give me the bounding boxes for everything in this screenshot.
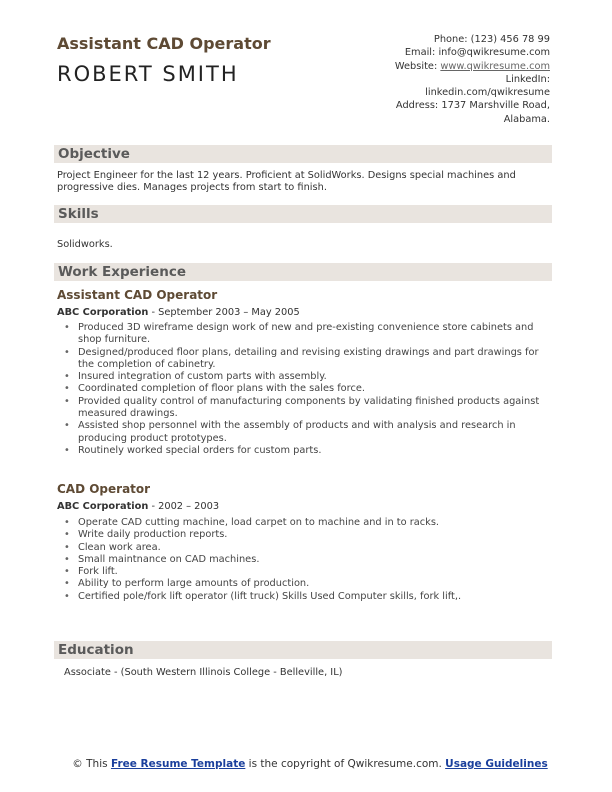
list-item: • Clean work area. <box>64 542 544 554</box>
contact-linkedin-label: LinkedIn: <box>505 73 550 85</box>
job-2-bullets <box>64 517 544 603</box>
job-2-meta <box>57 501 219 512</box>
job-1-company: ABC Corporation <box>57 307 149 318</box>
free-resume-template-link[interactable]: Free Resume Template <box>110 758 246 770</box>
job-1-bullets <box>64 322 544 457</box>
footer-middle: is the copyright of Qwikresume.com. <box>245 758 446 770</box>
contact-website-link[interactable]: www.qwikresume.com <box>440 60 550 72</box>
job-1-dates: - September 2003 – May 2005 <box>148 307 300 318</box>
resume-job-title: Assistant CAD Operator <box>57 34 271 53</box>
section-education-heading: Education <box>58 642 134 658</box>
footer-prefix: © This <box>72 758 111 770</box>
section-work-experience <box>54 263 552 281</box>
section-objective <box>54 145 552 163</box>
objective-text: Project Engineer for the last 12 years. Proficient at SolidWorks. Designs special machines and progressive dies. Manages projects from start to finish. <box>57 170 516 193</box>
list-item: • Provided quality control of manufacturing components by validating finished products against measured drawings. <box>64 396 544 421</box>
job-2-title: CAD Operator <box>57 482 151 496</box>
list-item: • Produced 3D wireframe design work of new and pre-existing convenience store cabinets and shop furniture. <box>64 322 544 347</box>
list-item: • Coordinated completion of floor plans with the sales force. <box>64 383 544 395</box>
footer-copyright <box>60 757 560 771</box>
section-objective-heading: Objective <box>58 146 130 162</box>
list-item: • Small maintnance on CAD machines. <box>64 554 544 566</box>
contact-block <box>290 33 550 126</box>
section-skills <box>54 205 552 223</box>
contact-address-line1: Address: 1737 Marshville Road, <box>395 100 550 112</box>
resume-name: ROBERT SMITH <box>57 62 239 86</box>
list-item: • Operate CAD cutting machine, load carpet on to machine and in to racks. <box>64 517 544 529</box>
job-1-meta <box>57 307 300 318</box>
list-item: • Write daily production reports. <box>64 529 544 541</box>
contact-address-line2: Alabama. <box>503 113 550 125</box>
list-item: • Fork lift. <box>64 566 544 578</box>
list-item: • Routinely worked special orders for custom parts. <box>64 445 544 457</box>
list-item: • Designed/produced floor plans, detailing and revising existing drawings and part drawings for the completion of cabinetry. <box>64 347 544 372</box>
education-text: Associate - (South Western Illinois College - Belleville, IL) <box>64 667 343 678</box>
list-item: • Assisted shop personnel with the assembly of products and with analysis and research in producing product prototypes. <box>64 420 544 445</box>
contact-phone: Phone: (123) 456 78 99 <box>433 34 550 45</box>
contact-email: Email: info@qwikresume.com <box>404 47 550 59</box>
section-work-heading: Work Experience <box>58 264 186 280</box>
job-1-title: Assistant CAD Operator <box>57 288 218 302</box>
section-education <box>54 641 552 659</box>
contact-website <box>290 60 550 73</box>
job-2-dates: - 2002 – 2003 <box>148 501 220 512</box>
job-2-company: ABC Corporation <box>57 501 149 512</box>
contact-linkedin-value: linkedin.com/qwikresume <box>425 87 550 99</box>
skills-text: Solidworks. <box>57 239 113 250</box>
section-skills-heading: Skills <box>58 206 99 222</box>
list-item: • Certified pole/fork lift operator (lift truck) Skills Used Computer skills, fork lift,. <box>64 591 544 603</box>
usage-guidelines-link[interactable]: Usage Guidelines <box>445 758 548 770</box>
contact-website-label: Website: <box>394 60 441 72</box>
list-item: • Insured integration of custom parts with assembly. <box>64 371 544 383</box>
list-item: • Ability to perform large amounts of production. <box>64 578 544 590</box>
